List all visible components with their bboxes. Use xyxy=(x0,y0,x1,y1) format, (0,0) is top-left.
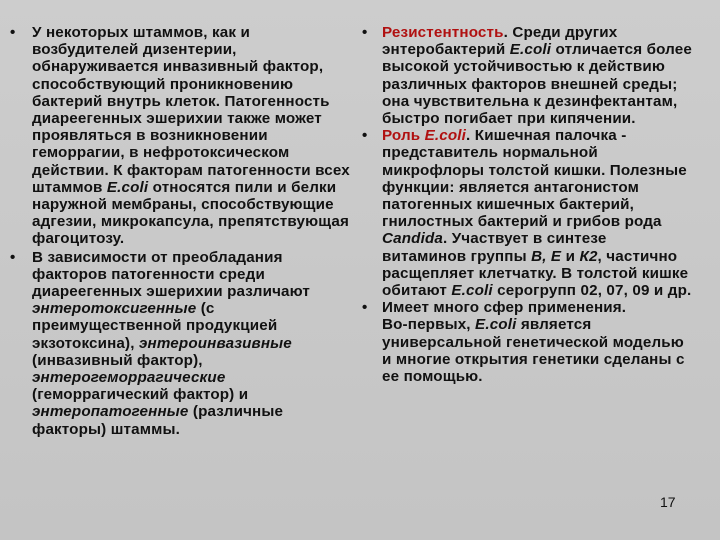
bullet-item xyxy=(362,127,694,299)
bullet-item xyxy=(362,299,694,316)
text-run: энтерогеморрагические xyxy=(32,369,226,387)
bullet-icon: • xyxy=(362,127,368,145)
text-run: и xyxy=(561,247,580,265)
page-number: 17 xyxy=(660,494,676,510)
text-run: , частично расщепляет клетчатку. В толстой кишке обитают xyxy=(382,247,693,300)
text-run: У некоторых штаммов, как и возбудителей дизентерии, обнаруживается инвазивный фактор, способствующий проникновению бактерий внутрь клеток. Патогенность диареегенных эшерихии также может проявляться в возникновении геморрагии, в нефротоксическом действии. К факторам патогенности всех штаммов xyxy=(32,24,355,196)
text-run: (геморрагический фактор) и xyxy=(32,369,253,404)
bullet-icon: • xyxy=(362,24,368,41)
bullet-item xyxy=(10,249,350,438)
text-run: энтероинвазивные xyxy=(138,334,292,352)
text-run: В, Е xyxy=(531,247,562,265)
text-run: . Кишечная палочка - представитель нормальной микрофлоры толстой кишки. Полезные функции: является антагонистом патогенных кишечных бактерий, гнилостных бактерий и грибов рода xyxy=(382,127,692,231)
text-run: (с преимущественной продукцией экзотоксина), xyxy=(32,300,282,352)
text-run: Во-первых, xyxy=(382,316,476,334)
text-run: серогрупп 02, 07, 09 и др. xyxy=(492,282,692,300)
text-run: энтеротоксигенные xyxy=(32,300,197,318)
text-run: энтеропатогенные xyxy=(32,403,189,421)
text-run: Роль xyxy=(382,127,425,145)
text-run: (различные факторы) штаммы. xyxy=(32,403,288,438)
bullet-item xyxy=(10,24,355,248)
right-column xyxy=(362,24,697,386)
text-run: E.coli xyxy=(106,178,149,196)
text-run: E.coli xyxy=(424,127,467,145)
text-run: отличается более высокой устойчивостью к действию различных факторов внешней среды; она чувствительна к дезинфектантам, быстро погибает при кипячении. xyxy=(382,41,697,128)
text-run: Имеет много сфер применения. xyxy=(382,299,627,317)
bullet-icon: • xyxy=(10,248,16,266)
text-run: является универсальной генетической моделью и многие открытия генетики сделаны с ее помощью. xyxy=(382,316,689,386)
left-column xyxy=(10,24,355,438)
text-run: В зависимости от преобладания факторов патогенности среди диареегенных эшерихии различают xyxy=(32,248,315,301)
bullet-item xyxy=(362,316,694,385)
text-run: E.coli xyxy=(509,41,552,59)
text-run: . Участвует в синтезе витаминов группы xyxy=(382,230,611,265)
text-run: . Среди других энтеробактерий xyxy=(382,24,622,59)
text-run: относятся пили и белки наружной мембраны, способствующие адгезии, микрокапсула, препятствующая фагоцитозу. xyxy=(32,178,354,248)
text-run: (инвазивный фактор), xyxy=(32,334,297,369)
text-run: E.coli xyxy=(475,316,517,334)
text-run: Candida xyxy=(382,230,443,248)
text-run: К2 xyxy=(579,247,598,265)
bullet-icon: • xyxy=(10,24,16,41)
bullet-icon: • xyxy=(362,299,368,317)
text-run: Резистентность xyxy=(382,24,504,41)
bullet-item xyxy=(362,24,697,128)
text-run: E.coli xyxy=(451,282,493,300)
